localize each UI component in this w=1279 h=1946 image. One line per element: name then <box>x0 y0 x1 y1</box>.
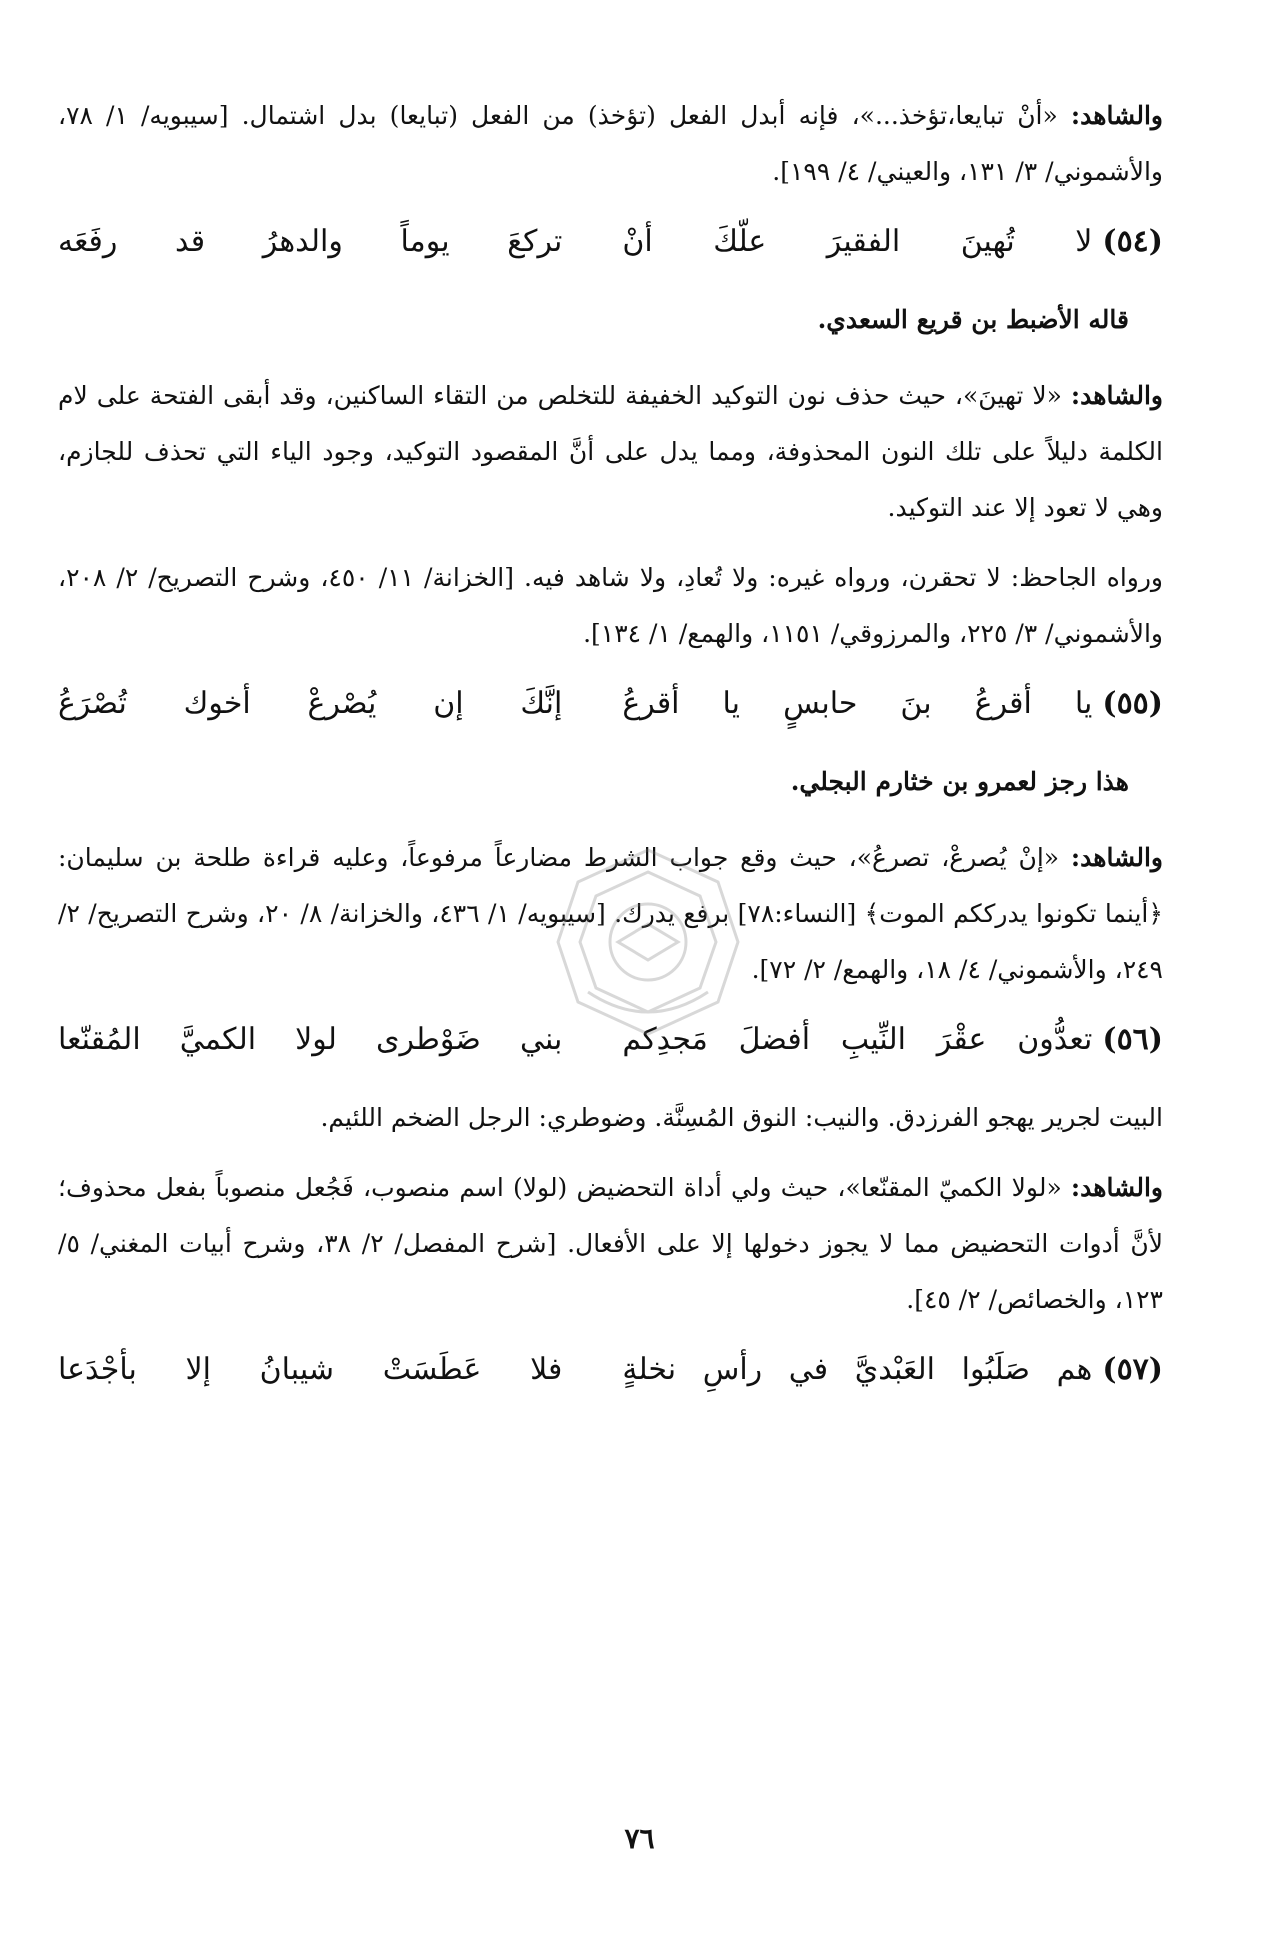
shahid-label: والشاهد: <box>1070 843 1163 872</box>
page-body <box>58 88 1163 1848</box>
verse-line <box>58 1342 1163 1398</box>
verse-number: (٥٥) <box>1102 686 1163 721</box>
paragraph-text: «لولا الكميّ المقنّعا»، حيث ولي أداة التحضيض (لولا) اسم منصوب، فَجُعل منصوباً بفعل محذوف؛ لأنَّ أدوات التحضيض مما لا يجوز دخولها إلا على الأفعال. [شرح المفصل/ ٢/ ٣٨، وشرح أبيات المغني/ ٥/ ١٢٣، والخصائص/ ٢/ ٤٥]. <box>58 1173 1164 1314</box>
paragraph <box>58 368 1163 536</box>
verse-second-hemistich: تركعَ يوماً والدهرُ قد رفَعَه <box>58 224 563 259</box>
verse-first-hemistich: هم صَلَبُوا العَبْديَّ في رأسِ نخلةٍ <box>622 1352 1093 1387</box>
verse-attribution: هذا رجز لعمرو بن خثارم البجلي. <box>790 767 1129 796</box>
paragraph-text: «لا تهينَ»، حيث حذف نون التوكيد الخفيفة للتخلص من التقاء الساكنين، وقد أبقى الفتحة على لام الكلمة دليلاً على تلك النون المحذوفة، ومما يدل على أنَّ المقصود التوكيد، وجود الياء التي تحذف للجازم، وهي لا تعود إلا عند التوكيد. <box>58 381 1163 522</box>
paragraph <box>58 550 1163 662</box>
verse-first-hemistich: تعدُّون عقْرَ النِّيبِ أفضلَ مَجدِكم <box>622 1022 1093 1057</box>
paragraph-text: «إنْ يُصرعْ، تصرعُ»، حيث وقع جواب الشرط مضارعاً مرفوعاً، وعليه قراءة طلحة بن سليمان: ﴿أينما تكونوا يدرككم الموت﴾ [النساء:٧٨] برفع يدرك. [سيبويه/ ١/ ٤٣٦، والخزانة/ ٨/ ٢٠، وشرح التصريح/ ٢/ ٢٤٩، والأشموني/ ٤/ ١٨، والهمع/ ٢/ ٧٢]. <box>58 843 1163 984</box>
shahid-label: والشاهد: <box>1070 381 1163 410</box>
verse-line <box>58 214 1163 270</box>
paragraph-text: ورواه الجاحظ: لا تحقرن، ورواه غيره: ولا تُعادِ، ولا شاهد فيه. [الخزانة/ ١١/ ٤٥٠، وشرح التصريح/ ٢/ ٢٠٨، والأشموني/ ٣/ ٢٢٥، والمرزوقي/ ١١٥١، والهمع/ ١/ ١٣٤]. <box>58 563 1163 648</box>
verse-attribution: قاله الأضبط بن قريع السعدي. <box>817 305 1129 334</box>
verse-second-hemistich: إنَّكَ إن يُصْرعْ أخوك تُصْرَعُ <box>58 686 563 721</box>
paragraph <box>58 88 1163 200</box>
verse-number: (٥٤) <box>1102 224 1163 259</box>
page-number: ٧٦ <box>624 1822 655 1855</box>
shahid-label: والشاهد: <box>1070 101 1163 130</box>
paragraph <box>58 1160 1163 1328</box>
paragraph-text: «أنْ تبايعا،تؤخذ...»، فإنه أبدل الفعل (تؤخذ) من الفعل (تبايعا) بدل اشتمال. [سيبويه/ ١/ ٧٨، والأشموني/ ٣/ ١٣١، والعيني/ ٤/ ١٩٩]. <box>58 101 1163 186</box>
verse-number: (٥٦) <box>1102 1022 1163 1057</box>
paragraph <box>58 1090 1163 1146</box>
verse-line <box>58 1012 1163 1068</box>
paragraph-text: البيت لجرير يهجو الفرزدق. والنيب: النوق المُسِنَّة. وضوطري: الرجل الضخم اللئيم. <box>320 1103 1163 1132</box>
verse-first-hemistich: يا أقرعُ بنَ حابسٍ يا أقرعُ <box>622 686 1093 721</box>
verse-first-hemistich: لا تُهينَ الفقيرَ علّكَ أنْ <box>622 224 1093 259</box>
shahid-label: والشاهد: <box>1070 1173 1163 1202</box>
verse-number: (٥٧) <box>1102 1352 1163 1387</box>
verse-line <box>58 676 1163 732</box>
paragraph <box>58 830 1163 998</box>
verse-second-hemistich: بني ضَوْطرى لولا الكميَّ المُقنّعا <box>58 1022 563 1057</box>
verse-second-hemistich: فلا عَطَسَتْ شيبانُ إلا بأجْدَعا <box>58 1352 563 1387</box>
